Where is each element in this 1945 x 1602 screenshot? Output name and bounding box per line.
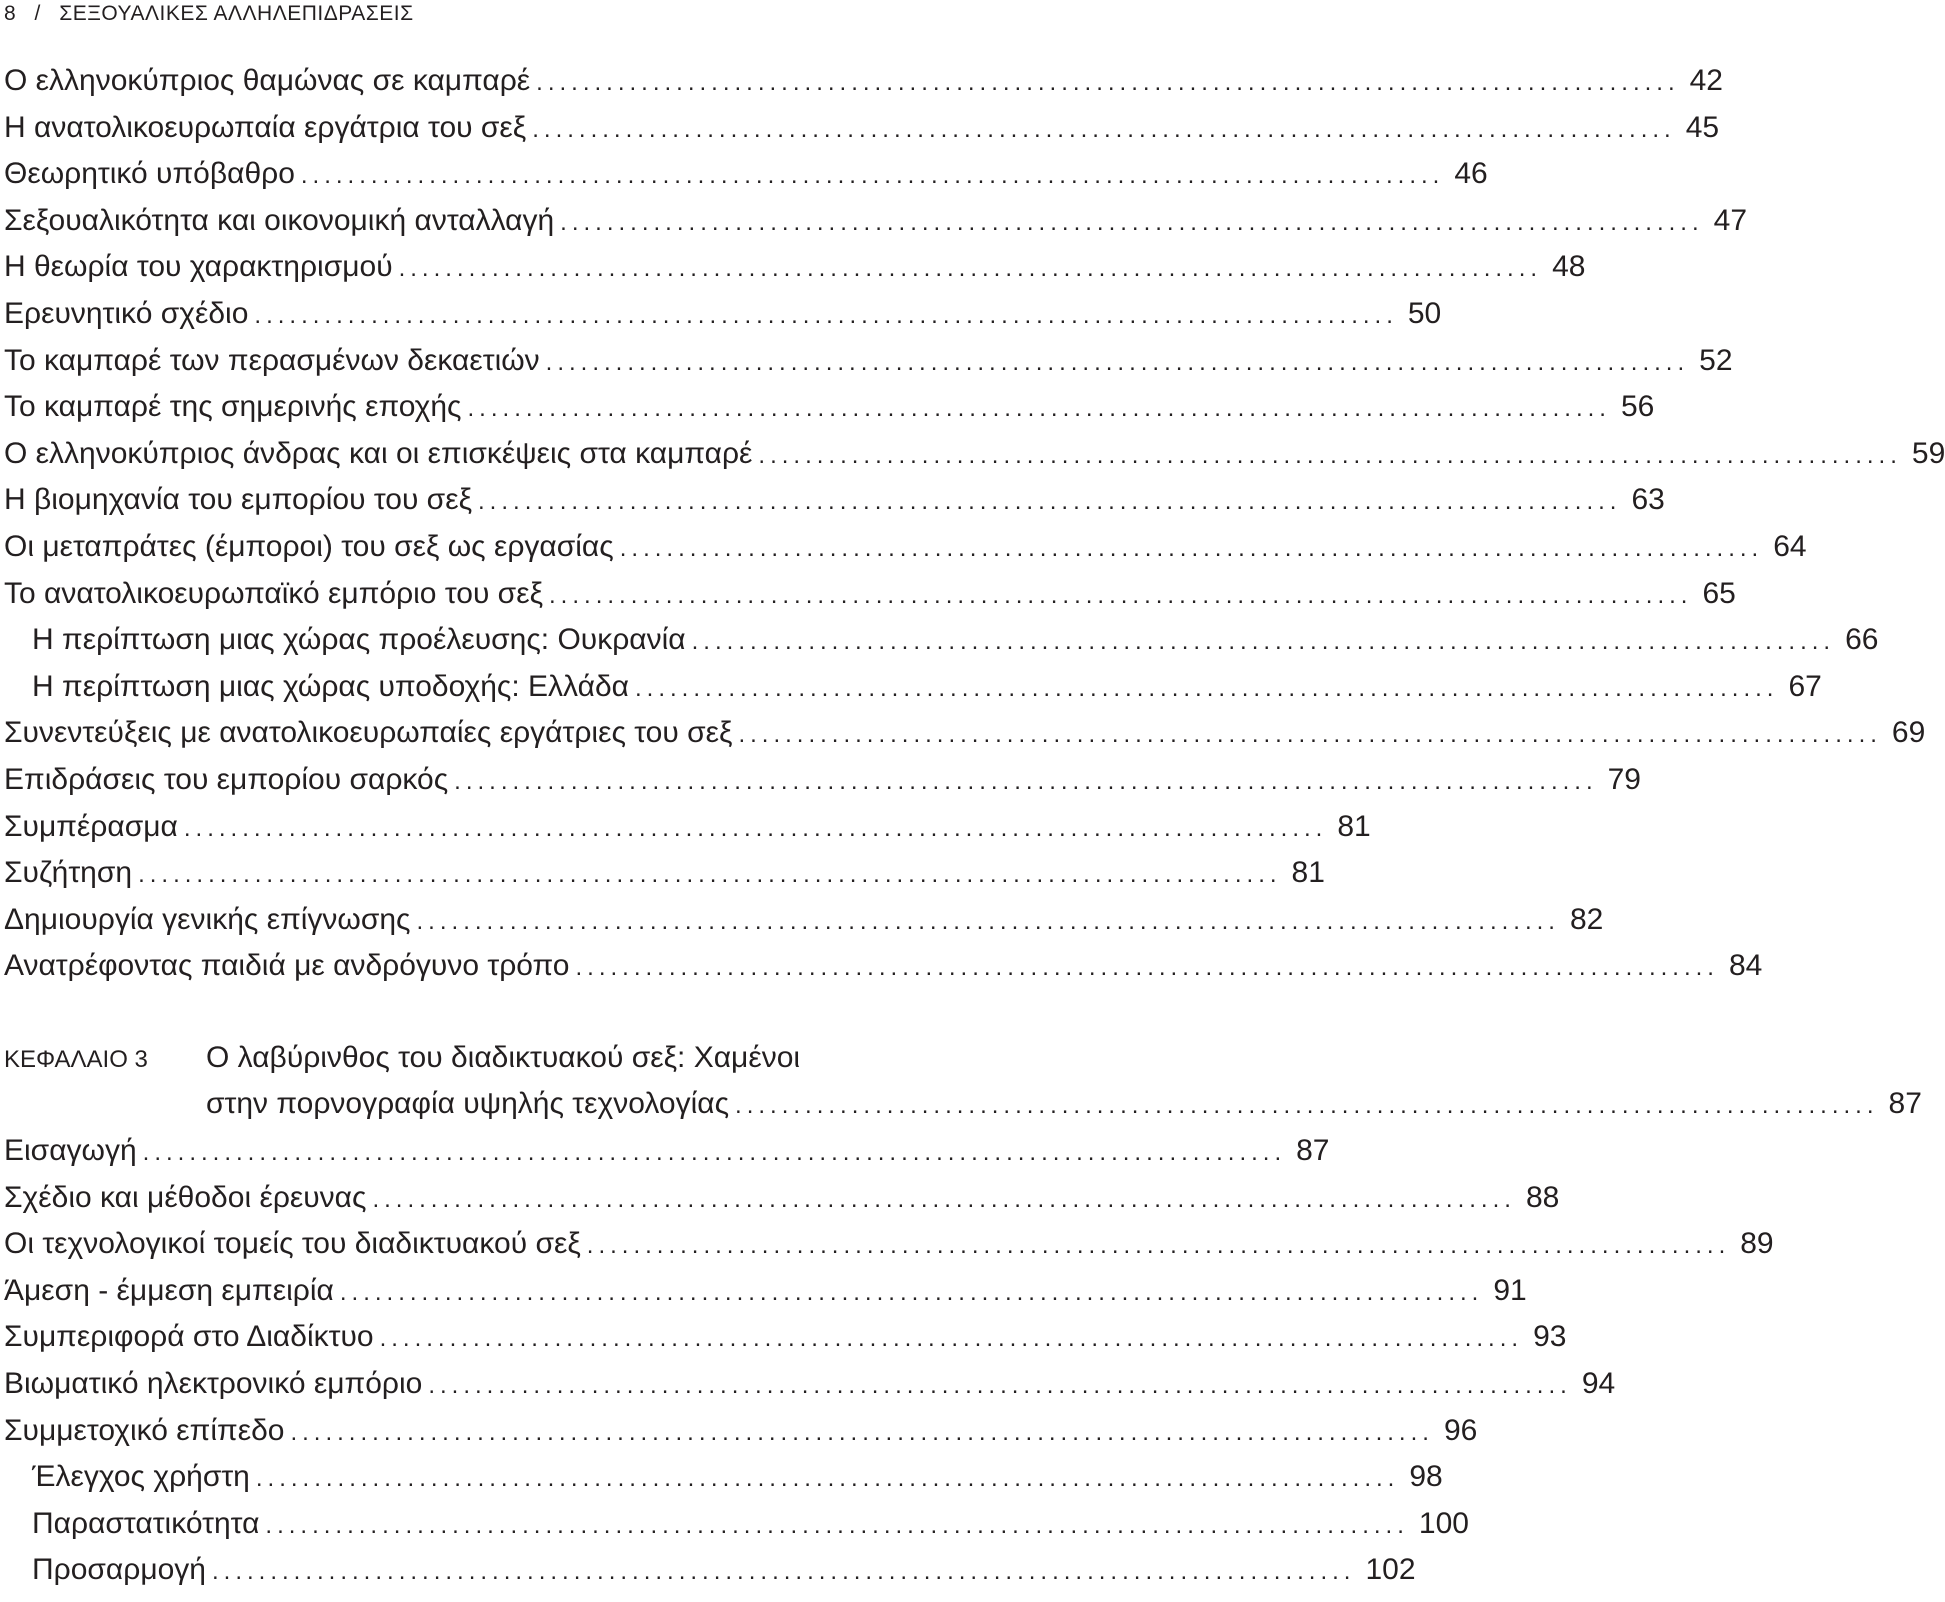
toc-entry-title: Συνεντεύξεις με ανατολικοευρωπαίες εργάτριες του σεξ [4, 716, 733, 750]
toc-entry-title: Εισαγωγή [4, 1134, 137, 1168]
running-title: ΣΕΞΟΥΑΛΙΚΕΣ ΑΛΛΗΛΕΠΙΔΡΑΣΕΙΣ [59, 2, 414, 25]
toc-entry-page: 50 [1407, 296, 1442, 330]
chapter-heading-line1 [4, 1035, 958, 1082]
dot-leader: .................................................................................................. [398, 255, 1543, 283]
toc-entry-title: Συμμετοχικό επίπεδο [4, 1413, 285, 1447]
toc-entry [4, 1454, 1443, 1501]
toc-entry-page: 91 [1493, 1273, 1527, 1307]
chapter-heading [4, 1035, 1922, 1128]
dot-leader: .................................................................................................. [758, 441, 1902, 469]
toc-entry [4, 291, 1442, 338]
toc-entry-page: 88 [1525, 1180, 1560, 1214]
toc-entry [4, 244, 1586, 291]
toc-entry-page: 79 [1607, 762, 1641, 796]
toc-entry-page: 52 [1699, 343, 1733, 377]
toc-entry [4, 664, 1822, 711]
header-separator: / [34, 2, 41, 25]
toc-entry [4, 897, 1604, 944]
toc-entry-page: 47 [1713, 203, 1748, 237]
dot-leader: .................................................................................................. [300, 162, 1445, 190]
toc-entry-page: 63 [1631, 483, 1665, 517]
dot-leader: .................................................................................................. [467, 395, 1611, 423]
toc-entry-title: Η περίπτωση μιας χώρας προέλευσης: Ουκρανία [32, 623, 686, 657]
toc-entry [4, 338, 1733, 385]
dot-leader: .................................................................................................. [634, 674, 1779, 702]
toc-entry-title: Συμπεριφορά στο Διαδίκτυο [4, 1320, 374, 1354]
dot-leader: .................................................................................................. [142, 1139, 1287, 1167]
toc-entry [4, 198, 1748, 245]
dot-leader: .................................................................................................. [290, 1418, 1434, 1446]
toc-entry-title: Η βιομηχανία του εμπορίου του σεξ [4, 483, 473, 517]
toc-entry [4, 571, 1736, 618]
dot-leader: .................................................................................................. [254, 301, 1398, 329]
page-number: 8 [4, 2, 17, 25]
toc-entry [4, 943, 1763, 990]
toc-entry [4, 1128, 1330, 1175]
toc-list-top [4, 58, 1945, 990]
dot-leader: .................................................................................................. [619, 534, 1764, 562]
toc-entry [4, 850, 1325, 897]
toc-entry-page: 87 [1296, 1134, 1330, 1168]
toc-entry-title: Παραστατικότητα [32, 1506, 260, 1540]
toc-entry-title: Η ανατολικοευρωπαία εργάτρια του σεξ [4, 110, 527, 144]
toc-entry-page: 100 [1418, 1506, 1469, 1540]
toc-entry [4, 1361, 1616, 1408]
dot-leader: .................................................................................................. [532, 115, 1676, 143]
toc-entry-title: Θεωρητικό υπόβαθρο [4, 157, 295, 191]
toc-entry-title: Δημιουργία γενικής επίγνωσης [4, 902, 411, 936]
toc-entry-page: 89 [1740, 1227, 1774, 1261]
toc-entry-page: 45 [1685, 110, 1720, 144]
toc-entry-title: Έλεγχος χρήστη [32, 1460, 250, 1494]
toc-entry-title: Ερευνητικό σχέδιο [4, 296, 249, 330]
toc-entry-title: Συζήτηση [4, 856, 133, 890]
toc-entry-page: 81 [1291, 856, 1325, 890]
toc-entry-title: Ο ελληνοκύπριος θαμώνας σε καμπαρέ [4, 64, 531, 97]
toc-entry [4, 1221, 1774, 1268]
toc-entry [4, 1408, 1478, 1455]
dot-leader: .................................................................................................. [560, 208, 1704, 236]
toc-entry-page: 66 [1845, 623, 1879, 657]
toc-entry-title: Ανατρέφοντας παιδιά με ανδρόγυνο τρόπο [4, 949, 570, 983]
toc-entry [4, 105, 1720, 152]
toc-entry-page: 67 [1788, 669, 1822, 703]
dot-leader: .................................................................................................. [183, 814, 1328, 842]
toc-entry-title: Το καμπαρέ της σημερινής εποχής [4, 390, 462, 424]
dot-leader: .................................................................................................. [575, 954, 1719, 982]
dot-leader: .................................................................................................. [691, 628, 1836, 656]
toc-entry-page: 96 [1443, 1413, 1478, 1447]
toc-entry-page: 42 [1689, 64, 1723, 97]
toc-entry-page: 94 [1581, 1367, 1616, 1401]
toc-entry-title: Συμπέρασμα [4, 809, 178, 843]
dot-leader: .................................................................................................. [138, 861, 1282, 889]
toc-entry-page: 69 [1891, 716, 1926, 750]
toc-entry-page: 81 [1337, 809, 1371, 843]
toc-entry [4, 384, 1655, 431]
toc-entry-page: 59 [1911, 436, 1945, 470]
toc-entry-page: 48 [1552, 250, 1586, 284]
toc-entry-page: 98 [1409, 1460, 1443, 1494]
toc-entry [4, 710, 1926, 757]
chapter-heading-line2 [4, 1081, 1922, 1128]
toc-entry-title: Σεξουαλικότητα και οικονομική ανταλλαγή [4, 203, 555, 237]
toc-entry-page: 65 [1702, 576, 1736, 610]
toc-entry-page: 102 [1365, 1553, 1416, 1587]
dot-leader: .................................................................................................. [549, 581, 1693, 609]
toc-entry-title: Το καμπαρέ των περασμένων δεκαετιών [4, 343, 540, 377]
toc-entry-title: Η περίπτωση μιας χώρας υποδοχής: Ελλάδα [32, 669, 629, 703]
dot-leader: .................................................................................................. [416, 907, 1560, 935]
toc-entry-title: Οι μεταπράτες (έμποροι) του σεξ ως εργασίας [4, 529, 614, 563]
toc-entry-page: 64 [1773, 529, 1807, 563]
toc-entry-page: 84 [1728, 949, 1763, 983]
dot-leader: .................................................................................................. [255, 1465, 1400, 1493]
toc-entry-title: Οι τεχνολογικοί τομείς του διαδικτυακού σεξ [4, 1227, 581, 1261]
toc-entry [4, 1501, 1469, 1548]
toc-entry-title: Σχέδιο και μέθοδοι έρευνας [4, 1180, 367, 1214]
chapter-page-number: 87 [1888, 1087, 1922, 1121]
dot-leader: .................................................................................................. [735, 1092, 1879, 1120]
running-header [4, 2, 414, 26]
dot-leader: .................................................................................................. [738, 721, 1882, 749]
dot-leader: .................................................................................................. [454, 767, 1598, 795]
toc-entry [4, 1175, 1560, 1222]
toc-entry-page: 93 [1533, 1320, 1567, 1354]
toc-entry-title: Το ανατολικοευρωπαϊκό εμπόριο του σεξ [4, 576, 544, 610]
toc-entry-title: Επιδράσεις του εμπορίου σαρκός [4, 762, 449, 796]
toc-entry-title: Άμεση - έμμεση εμπειρία [4, 1273, 334, 1307]
toc-entry [4, 617, 1879, 664]
toc-entry-page: 82 [1569, 902, 1604, 936]
toc-entry [4, 58, 1723, 105]
chapter-title-line2: στην πορνογραφία υψηλής τεχνολογίας [206, 1087, 730, 1121]
dot-leader: .................................................................................................. [536, 69, 1680, 96]
toc-entry [4, 1268, 1527, 1315]
dot-leader: .................................................................................................. [372, 1185, 1516, 1213]
toc-entry [4, 1314, 1567, 1361]
toc-entry-title: Η θεωρία του χαρακτηρισμού [4, 250, 393, 284]
chapter-label: ΚΕΦΑΛΑΙΟ 3 [4, 1045, 148, 1073]
dot-leader: .................................................................................................. [212, 1558, 1356, 1586]
toc-entry-title: Ο ελληνοκύπριος άνδρας και οι επισκέψεις στα καμπαρέ [4, 436, 753, 470]
toc-entry-title: Βιωματικό ηλεκτρονικό εμπόριο [4, 1367, 423, 1401]
dot-leader: .................................................................................................. [428, 1372, 1572, 1400]
chapter-title-line1: Ο λαβύρινθος του διαδικτυακού σεξ: Χαμένοι [206, 1040, 801, 1074]
dot-leader: .................................................................................................. [478, 488, 1622, 516]
toc-entry [4, 151, 1488, 198]
dot-leader: .................................................................................................. [586, 1232, 1731, 1260]
dot-leader: .................................................................................................. [265, 1511, 1409, 1539]
toc-entry-page: 56 [1620, 390, 1655, 424]
table-of-contents [4, 58, 1945, 1594]
toc-entry [4, 804, 1371, 851]
toc-entry [4, 757, 1641, 804]
dot-leader: .................................................................................................. [339, 1278, 1484, 1306]
toc-entry [4, 431, 1945, 478]
dot-leader: .................................................................................................. [379, 1325, 1524, 1353]
toc-entry [4, 477, 1665, 524]
toc-entry-page: 46 [1454, 157, 1488, 191]
toc-entry-title: Προσαρμογή [32, 1553, 206, 1587]
toc-entry [4, 524, 1807, 571]
toc-entry [4, 1547, 1416, 1594]
toc-list-bottom [4, 1128, 1774, 1594]
dot-leader: .................................................................................................. [545, 348, 1690, 376]
